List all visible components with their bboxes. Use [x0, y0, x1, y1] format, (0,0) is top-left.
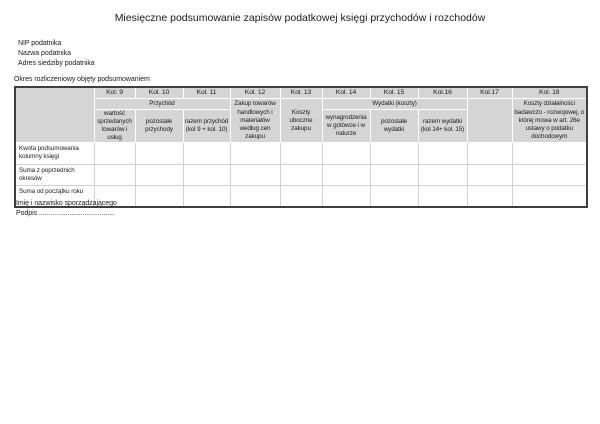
signature-line: Podpis ........................................	[16, 210, 115, 217]
row-label-suma-poprzednich: Suma z poprzednich okresów	[15, 165, 94, 186]
taxpayer-address-label: Adres siedziby podatnika	[18, 60, 95, 67]
table-cell	[467, 186, 512, 208]
table-cell	[230, 165, 280, 186]
col-header-kol9: Kol. 9	[94, 87, 135, 99]
subheader-kol10: pozostałe przychody	[135, 110, 183, 143]
table-cell	[322, 143, 370, 165]
subheader-kol14: wynagrodzenia w gotówce i w naturze	[322, 110, 370, 143]
col-header-kol12: Kol. 12	[230, 87, 280, 99]
corner-cell	[15, 87, 94, 143]
summary-table	[14, 86, 588, 208]
table-row-suma-poprzednich	[15, 165, 587, 186]
subheader-kol12: Zakup towarów handlowych i materiałów według cen zakupu	[230, 99, 280, 143]
preparer-label: Imię i nazwisko sporządzającego	[16, 200, 117, 207]
table-cell	[94, 143, 135, 165]
form-title: Miesięczne podsumowanie zapisów podatkowej księgi przychodów i rozchodów	[114, 12, 486, 24]
nip-label: NIP podatnika	[18, 40, 62, 47]
table-cell	[322, 165, 370, 186]
col-header-kol17: Kol.17	[467, 87, 512, 99]
group-header-przychod: Przychód	[94, 99, 230, 110]
subheader-kol17	[467, 99, 512, 143]
subheader-kol9: wartość sprzedanych towarów i usług	[94, 110, 135, 143]
table-row-kwota-podsumowania	[15, 143, 587, 165]
table-cell	[512, 165, 587, 186]
col-header-kol14: Kol. 14	[322, 87, 370, 99]
col-header-kol13: Kol. 13	[280, 87, 322, 99]
table-cell	[280, 143, 322, 165]
header-row-columns	[15, 87, 587, 99]
table-cell	[418, 165, 467, 186]
subheader-kol16: razem wydatki (kol 14+ kol. 15)	[418, 110, 467, 143]
table-cell	[135, 186, 183, 208]
table-cell	[512, 143, 587, 165]
group-header-wydatki: Wydatki (koszty)	[322, 99, 467, 110]
table-cell	[370, 186, 418, 208]
period-label: Okres rozliczeniowy objęty podsumowaniem	[14, 76, 150, 83]
header-row-groups	[15, 99, 587, 110]
table-cell	[322, 186, 370, 208]
taxpayer-info-block	[18, 39, 95, 69]
subheader-kol18: Koszty działalności badawczo - rozwojowej, o której mowa w art. 26e ustawy o podatku dochodowym	[512, 99, 587, 143]
table-cell	[280, 165, 322, 186]
subheader-kol11: razem przychód (kol 9 + kol. 10)	[183, 110, 230, 143]
table-cell	[370, 165, 418, 186]
subheader-kol13: Koszty uboczne zakupu	[280, 99, 322, 143]
subheader-kol15: pozostałe wydatki	[370, 110, 418, 143]
col-header-kol11: Kol. 11	[183, 87, 230, 99]
col-header-kol10: Kol. 10	[135, 87, 183, 99]
row-label-kwota-podsumowania: Kwota podsumowania kolumny księgi	[15, 143, 94, 165]
row-label-suma-od-poczatku: Suma od początku roku	[15, 186, 94, 208]
table-cell	[135, 165, 183, 186]
col-header-kol16: Kol.16	[418, 87, 467, 99]
table-cell	[418, 143, 467, 165]
table-cell	[183, 186, 230, 208]
table-cell	[230, 186, 280, 208]
table-cell	[94, 165, 135, 186]
col-header-kol15: Kol. 15	[370, 87, 418, 99]
table-cell	[370, 143, 418, 165]
table-cell	[183, 165, 230, 186]
table-cell	[280, 186, 322, 208]
table-cell	[512, 186, 587, 208]
table-cell	[467, 165, 512, 186]
table-cell	[418, 186, 467, 208]
col-header-kol18: Kol. 18	[512, 87, 587, 99]
table-cell	[230, 143, 280, 165]
table-cell	[183, 143, 230, 165]
table-cell	[467, 143, 512, 165]
table-cell	[135, 143, 183, 165]
taxpayer-name-label: Nazwa podatnika	[18, 50, 71, 57]
footer-block	[16, 199, 117, 219]
